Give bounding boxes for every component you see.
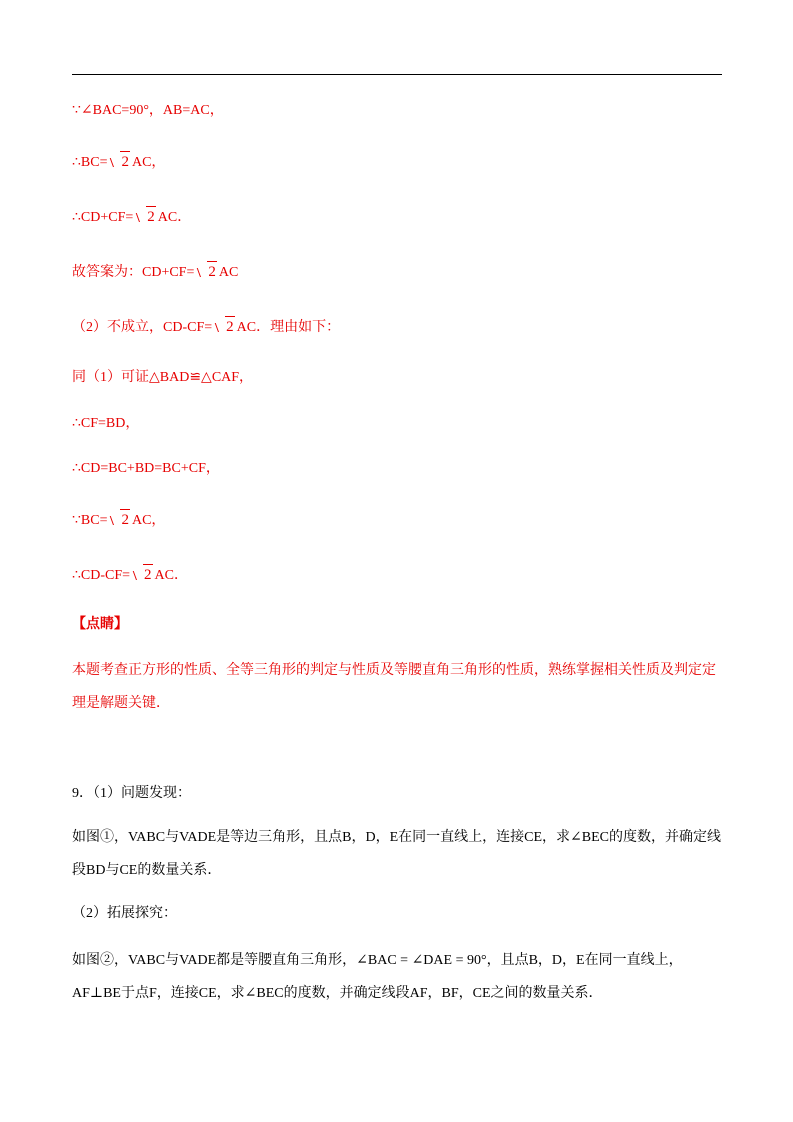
- problem-9-part-1: 如图①，VABC与VADE是等边三角形，且点B，D，E在同一直线上，连接CE，求∠BEC的度数，并确定线段BD与CE的数量关系．: [72, 830, 722, 878]
- problem-9-part-2: 如图②，VABC与VADE都是等腰直角三角形，∠BAC = ∠DAE = 90°，且点B，D，E在同一直线上，AF⊥BE于点F，连接CE，求∠BEC的度数，并确定线段AF，BF，CE之间的数量关系．: [72, 953, 683, 1001]
- sqrt-symbol: [109, 151, 130, 172]
- comment-heading: 【点睛】: [72, 617, 128, 632]
- radicand: 2: [146, 206, 156, 227]
- answer-line-rhs: AC: [218, 265, 239, 280]
- solution-line-2-lhs: ∴BC=: [72, 155, 108, 170]
- solution-line-3-rhs: AC．: [157, 210, 192, 225]
- sqrt-symbol: [214, 316, 235, 337]
- solution-line-8: ∴CD=BC+BD=BC+CF，: [72, 461, 220, 476]
- problem-9-part-2-title: （2）拓展探究：: [72, 906, 177, 921]
- solution-line-9-lhs: ∵BC=: [72, 513, 108, 528]
- solution-line-6: 同（1）可证△BAD≌△CAF，: [72, 370, 254, 385]
- solution-line-7: ∴CF=BD，: [72, 416, 140, 431]
- solution-line-3: [72, 206, 732, 229]
- solution-line-10: [72, 564, 732, 587]
- answer-line-lhs: 故答案为：CD+CF=: [72, 265, 195, 280]
- radicand: 2: [120, 151, 130, 172]
- answer-line: [72, 261, 732, 284]
- part-2-lhs: （2）不成立，CD-CF=: [72, 320, 213, 335]
- radicand: 2: [207, 261, 217, 282]
- radicand: 2: [225, 316, 235, 337]
- solution-line-2-rhs: AC，: [131, 155, 166, 170]
- radicand: 2: [143, 564, 153, 585]
- solution-line-10-rhs: AC．: [154, 568, 188, 583]
- solution-line-9-rhs: AC，: [131, 513, 166, 528]
- comment-body: 本题考查正方形的性质、全等三角形的判定与性质及等腰直角三角形的性质，熟练掌握相关性质及判定定理是解题关键．: [72, 663, 716, 711]
- solution-line-2: [72, 151, 732, 174]
- solution-line-9: [72, 509, 732, 532]
- header-rule: [72, 74, 722, 75]
- solution-line-1: ∵∠BAC=90°，AB=AC，: [72, 103, 224, 118]
- part-2-line: [72, 316, 732, 339]
- solution-line-10-lhs: ∴CD-CF=: [72, 568, 131, 583]
- sqrt-symbol: [109, 509, 130, 530]
- sqrt-symbol: [196, 261, 217, 282]
- sqrt-symbol: [132, 564, 153, 585]
- sqrt-symbol: [135, 206, 156, 227]
- radicand: 2: [120, 509, 130, 530]
- solution-line-3-lhs: ∴CD+CF=: [72, 210, 134, 225]
- problem-9-title: 9．（1）问题发现：: [72, 786, 191, 801]
- part-2-rhs: AC．理由如下：: [236, 320, 341, 335]
